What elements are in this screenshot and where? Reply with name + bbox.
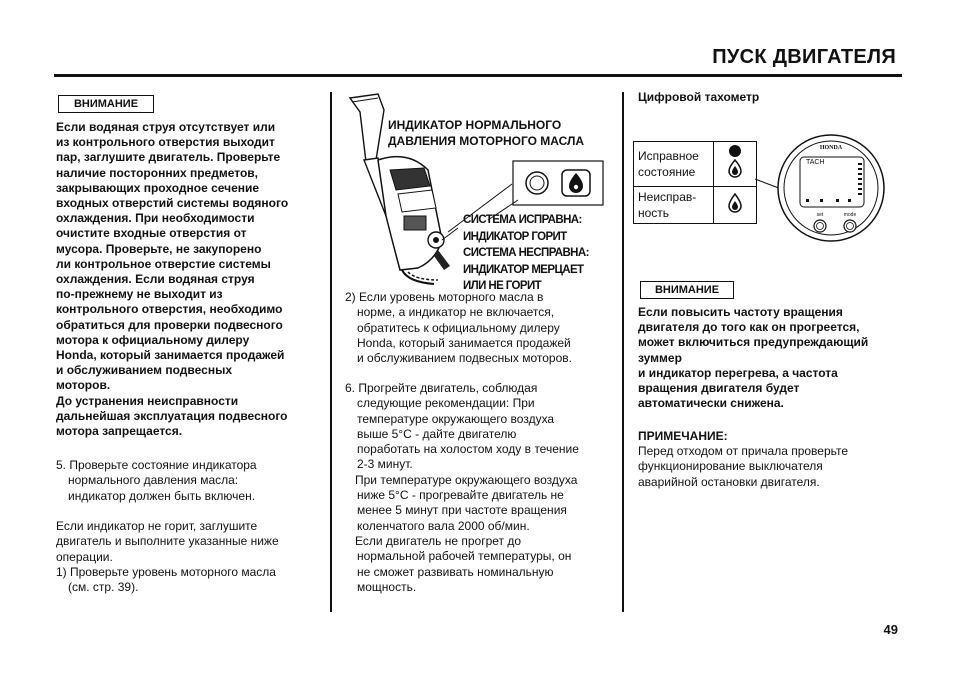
text-line: моторов. <box>56 378 111 393</box>
text-line: коленчатого вала 2000 об/мин. <box>357 518 530 533</box>
text-line: состояние <box>638 165 696 179</box>
text-line: ИНДИКАТОР ГОРИТ <box>463 230 567 243</box>
text-line: 2) Если уровень моторного масла в <box>345 290 544 304</box>
indicator-label <box>388 117 618 149</box>
text-line: закрывающих проходное сечение <box>56 180 260 195</box>
text-line: Если повысить частоту вращения <box>638 305 843 319</box>
text-line: выше 5°C - дайте двигателю <box>357 426 517 441</box>
system-status-label <box>463 212 615 295</box>
text-line: дальнейшая эксплуатация подвесного <box>56 408 288 423</box>
step-2 <box>345 290 617 366</box>
text-line: менее 5 минут при частоте вращения <box>357 503 567 518</box>
text-line: охлаждения. Если водяная струя <box>56 272 255 287</box>
text-line: норме, а индикатор не включается, <box>357 305 555 320</box>
text-line: ность <box>638 206 670 220</box>
table-row <box>634 187 757 224</box>
indicator-panel <box>512 160 604 206</box>
text-line: СИСТЕМА НЕСПРАВНА: <box>463 247 589 259</box>
digital-tachometer-gauge <box>776 133 886 243</box>
text-line: индикатор должен быть включен. <box>68 488 256 503</box>
text-line: следующие рекомендации: При <box>357 396 535 411</box>
text-line: аварийной остановки двигателя. <box>638 474 820 489</box>
text-line: Исправное <box>638 149 699 163</box>
text-line: нормальной рабочей температуры, он <box>357 549 572 564</box>
text-line: контрольного отверстия, необходимо <box>56 302 283 317</box>
text-line: вращения двигателя будет <box>638 381 800 396</box>
text-line: наличие посторонних предметов, <box>56 165 258 180</box>
instructions-paragraph <box>56 519 328 595</box>
text-line: из контрольного отверстия выходит <box>56 135 275 150</box>
text-line: не сможет развивать номинальную <box>357 564 554 579</box>
text-line: очистите входные отверстия от <box>56 226 247 241</box>
status-label-fault <box>634 187 714 224</box>
text-line: обратиться для проверки подвесного <box>56 317 283 332</box>
text-line: операции. <box>56 549 113 564</box>
page-title: ПУСК ДВИГАТЕЛЯ <box>712 46 896 68</box>
text-line: ниже 5°C - прогревайте двигатель не <box>357 488 564 503</box>
note-text <box>638 444 900 490</box>
text-line: Если двигатель не прогрет до <box>355 533 522 548</box>
text-line: СИСТЕМА ИСПРАВНА: <box>463 214 582 226</box>
text-line: и обслуживанием подвесных <box>56 363 232 378</box>
text-line: мотора к официальному дилеру <box>56 332 250 347</box>
text-line: 2-3 минут. <box>357 457 413 472</box>
text-line: может включиться предупреждающий <box>638 335 869 350</box>
text-line: (см. стр. 39). <box>68 580 139 595</box>
text-line: поработать на холостом ходу в течение <box>357 442 579 457</box>
text-line: и обслуживанием подвесных моторов. <box>357 351 572 366</box>
oil-can-icon <box>713 187 756 224</box>
tach-display-label: TACH <box>806 159 825 166</box>
text-line: 6. Прогрейте двигатель, соблюдая <box>345 381 538 395</box>
text-line: температуре окружающего воздуха <box>357 411 555 426</box>
text-line: Honda, который занимается продажей <box>357 335 571 350</box>
text-line: ИНДИКАТОР МЕРЦАЕТ <box>463 263 584 276</box>
text-line: Honda, который занимается продажей <box>56 348 285 363</box>
text-line: ИНДИКАТОР НОРМАЛЬНОГО <box>388 118 562 132</box>
text-line: При температуре окружающего воздуха <box>355 472 578 487</box>
text-line: 1) Проверьте уровень моторного масла <box>56 564 276 579</box>
mode-button-label: mode <box>843 212 857 218</box>
text-line: функционирование выключателя <box>638 459 823 474</box>
brand-logo: HONDA <box>819 145 843 151</box>
page-number: 49 <box>883 622 898 637</box>
text-line: ли контрольное отверстие системы <box>56 256 271 271</box>
text-line: 5. Проверьте состояние индикатора <box>56 458 257 472</box>
text-line: Если водяная струя отсутствует или <box>56 120 276 134</box>
text-line: по-прежнему не выходит из <box>56 287 223 302</box>
text-line: обратитесь к официальному дилеру <box>357 320 560 335</box>
text-line: ИЛИ НЕ ГОРИТ <box>463 280 542 292</box>
text-line: зуммер <box>638 350 682 365</box>
column-divider-1 <box>330 92 332 612</box>
indicator-status-table <box>633 141 757 224</box>
text-line: Перед отходом от причала проверьте <box>638 444 848 458</box>
warning-box-2: ВНИМАНИЕ <box>640 281 734 299</box>
warning-box-1: ВНИМАНИЕ <box>58 95 154 113</box>
tachometer-title: Цифровой тахометр <box>638 90 760 104</box>
text-line: пар, заглушите двигатель. Проверьте <box>56 150 281 165</box>
text-line: Неисправ- <box>638 190 697 204</box>
text-line: ДАВЛЕНИЯ МОТОРНОГО МАСЛА <box>388 134 585 148</box>
text-line: нормального давления масла: <box>68 473 239 488</box>
status-label-ok <box>634 142 714 187</box>
warning-text-1 <box>56 120 328 439</box>
text-line: мусора. Проверьте, не закупорено <box>56 241 262 256</box>
column-divider-2 <box>622 92 624 612</box>
step-6 <box>345 381 617 595</box>
text-line: До устранения неисправности <box>56 393 239 408</box>
text-line: мощность. <box>357 579 417 594</box>
text-line: двигателя до того как он прогреется, <box>638 320 860 335</box>
text-line: двигатель и выполните указанные ниже <box>56 534 279 549</box>
set-button-label: set <box>816 212 824 218</box>
warning-text-2 <box>638 305 900 411</box>
text-line: Если индикатор не горит, заглушите <box>56 519 258 533</box>
text-line: и индикатор перегрева, а частота <box>638 365 838 380</box>
note-label: ПРИМЕЧАНИЕ: <box>638 429 728 443</box>
step-5 <box>56 458 328 504</box>
header-rule <box>54 74 902 77</box>
text-line: входных отверстий системы водяного <box>56 196 289 211</box>
text-line: охлаждения. При необходимости <box>56 211 255 226</box>
text-line: мотора запрещается. <box>56 424 183 439</box>
oil-can-icon-lit <box>713 142 756 187</box>
text-line: автоматически снижена. <box>638 396 784 411</box>
table-row <box>634 142 757 187</box>
